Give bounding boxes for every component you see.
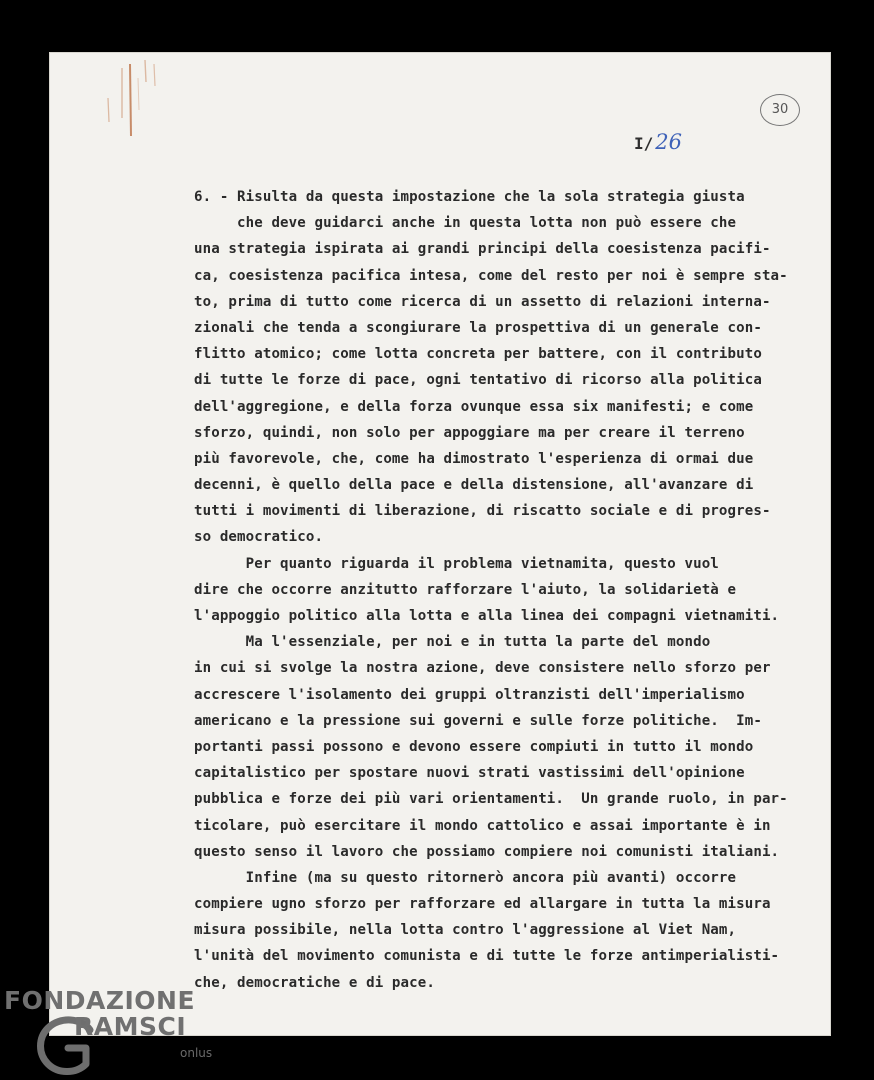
text-line: accrescere l'isolamento dei gruppi oltranzisti dell'imperialismo [194, 686, 745, 703]
watermark-line-2: RAMSCI [74, 1012, 187, 1041]
text-line: che, democratiche e di pace. [194, 974, 435, 991]
text-line: compiere ugno sforzo per rafforzare ed allargare in tutta la misura [194, 896, 771, 913]
text-line: ca, coesistenza pacifica intesa, come del resto per noi è sempre sta- [194, 267, 788, 284]
watermark-line-1: FONDAZIONE [4, 986, 196, 1015]
text-line: più favorevole, che, come ha dimostrato l'esperienza di ormai due [194, 450, 754, 467]
page-reference-prefix: I/ [634, 134, 654, 153]
text-line: portanti passi possono e devono essere compiuti in tutto il mondo [194, 738, 754, 755]
text-line: che deve guidarci anche in questa lotta non può essere che [194, 215, 737, 232]
text-line: pubblica e forze dei più vari orientamenti. Un grande ruolo, in par- [194, 791, 788, 808]
text-line: tutti i movimenti di liberazione, di riscatto sociale e di progres- [194, 503, 771, 520]
text-line: di tutte le forze di pace, ogni tentativo di ricorso alla politica [194, 372, 762, 389]
archive-page-number: 30 [760, 94, 800, 126]
text-line: so democratico. [194, 529, 324, 546]
text-line: misura possibile, nella lotta contro l'aggressione al Viet Nam, [194, 922, 737, 939]
text-line: americano e la pressione sui governi e sulle forze politiche. Im- [194, 712, 762, 729]
handwritten-page-number: 26 [655, 130, 682, 154]
text-line: zionali che tenda a scongiurare la prospettiva di un generale con- [194, 319, 762, 336]
text-line: ticolare, può esercitare il mondo cattolico e assai importante è in [194, 817, 771, 834]
text-line: Per quanto riguarda il problema vietnamita, questo vuol [194, 555, 719, 572]
text-line: in cui si svolge la nostra azione, deve consistere nello sforzo per [194, 660, 771, 677]
text-line: l'appoggio politico alla lotta e alla linea dei compagni vietnamiti. [194, 608, 780, 624]
typewritten-body [194, 184, 834, 996]
text-line: to, prima di tutto come ricerca di un assetto di relazioni interna- [194, 293, 771, 310]
text-line: 6. - Risulta da questa impostazione che la sola strategia giusta [194, 189, 745, 205]
text-line: Infine (ma su questo ritornerò ancora più avanti) occorre [194, 869, 737, 886]
ink-marks [100, 58, 170, 138]
archive-watermark [4, 984, 234, 1080]
text-line: capitalistico per spostare nuovi strati vastissimi dell'opinione [194, 765, 745, 782]
text-line: Ma l'essenziale, per noi e in tutta la parte del mondo [194, 634, 711, 651]
text-line: una strategia ispirata ai grandi principi della coesistenza pacifi- [194, 241, 771, 258]
page-reference [634, 130, 682, 154]
text-line: dire che occorre anzitutto rafforzare l'aiuto, la solidarietà e [194, 581, 737, 598]
text-line: decenni, è quello della pace e della distensione, all'avanzare di [194, 477, 754, 494]
text-line: l'unità del movimento comunista e di tutte le forze antimperialisti- [194, 948, 780, 965]
text-line: questo senso il lavoro che possiamo compiere noi comunisti italiani. [194, 843, 780, 860]
text-line: flitto atomico; come lotta concreta per battere, con il contributo [194, 346, 762, 363]
watermark-suffix: onlus [180, 1046, 213, 1060]
text-line: dell'aggregione, e della forza ovunque essa six manifesti; e come [194, 398, 754, 415]
text-line: sforzo, quindi, non solo per appoggiare ma per creare il terreno [194, 424, 745, 441]
